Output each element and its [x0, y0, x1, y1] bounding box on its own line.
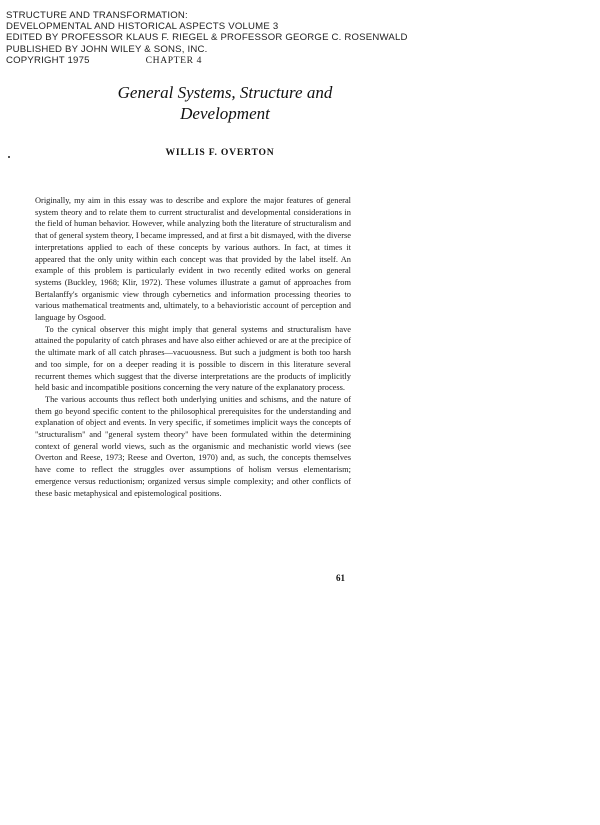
scan-mark	[8, 156, 10, 158]
header-publisher: PUBLISHED BY JOHN WILEY & SONS, INC.	[6, 43, 208, 55]
paragraph-1: Originally, my aim in this essay was to describe and explore the major features of general system theory and to relate them to current structuralist and developmental considerations in the field of human behavior. However, while analyzing both the literature of structuralism and that of general system theory, I became impressed, and at first a bit dismayed, with the diverse interpretations applied to each of these concepts by various authors. In fact, at times it appeared that the only unity within each concept was that provided by the label itself. An example of this problem is particularly evident in two recently edited works on general systems (Buckley, 1968; Klir, 1972). These volumes illustrate a gamut of approaches from Bertalanffy's organismic view through cybernetics and information processing theories to various mathematical treatments and, ultimately, to a behavioristic account of perception and language by Osgood.	[35, 196, 351, 323]
header-copyright-row	[6, 55, 202, 66]
chapter-label: CHAPTER 4	[145, 54, 202, 66]
header-volume-title: DEVELOPMENTAL AND HISTORICAL ASPECTS VOLUME 3	[6, 21, 279, 33]
chapter-title	[70, 82, 380, 124]
chapter-title-line-1: General Systems, Structure and	[117, 83, 333, 102]
header-copyright: COPYRIGHT 1975	[6, 54, 90, 66]
header-series-title: STRUCTURE AND TRANSFORMATION:	[6, 10, 188, 21]
publication-header	[6, 10, 566, 66]
author-name: WILLIS F. OVERTON	[165, 147, 275, 158]
paragraph-2: To the cynical observer this might imply that general systems and structuralism have attained the popularity of catch phrases and have also either achieved or are at the precipice of the ultimate mark of all catch phrases—vacuousness. But such a judgment is both too harsh and too simple, for on a deeper reading it is possible to discern in this literature several recurrent themes which suggest that the diverse interpretations are the products of implicitly held basic and incompatible positions concerning the very nature of the explanatory process.	[35, 324, 351, 393]
header-editors: EDITED BY PROFESSOR KLAUS F. RIEGEL & PROFESSOR GEORGE C. ROSENWALD	[6, 32, 408, 44]
chapter-title-line-2: Development	[180, 104, 270, 123]
article-body	[35, 195, 351, 499]
page-number: 61	[336, 573, 345, 583]
paragraph-3: The various accounts thus reflect both underlying unities and schisms, and the nature of them go beyond specific content to the philosophical prerequisites for the understanding and explanation of object and events. In very specific, if sometimes implicit ways the concepts of "structuralism" and "general system theory" have been formulated within the determining context of general world views, such as the organismic and mechanistic world views (see Overton and Reese, 1973; Reese and Overton, 1970) and, as such, the concepts themselves have come to reflect the struggles over assumptions of holism versus elementarism; emergence versus reductionism; organized versus simple complexity; and other conflicts of these basic metaphysical and epistemological positions.	[35, 394, 351, 498]
